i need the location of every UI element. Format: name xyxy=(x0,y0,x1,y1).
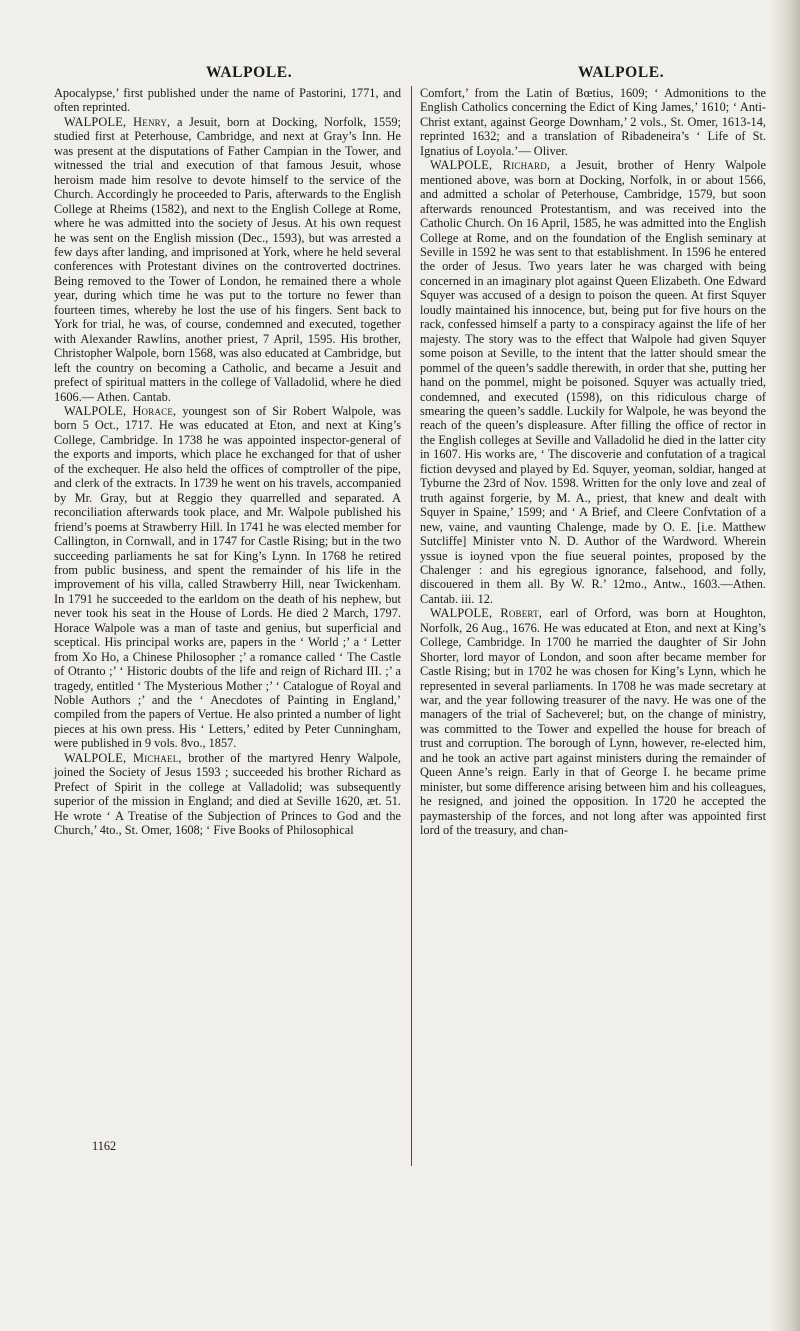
right-column xyxy=(420,86,766,838)
entry-text: a Jesuit, born at Docking, Norfolk, 1559; studied first at Peterhouse, Cambridge, and next at Gray’s Inn. He was present at the disputations of Father Campian in the Tower, and witnessed the trial and execution of that famous Jesuit, whose heroism made him resolve to devote himself to the service of the Church. Accordingly he proceeded to Paris, afterwards to the English College at Rheims (1582), and next to the English College at Rome, where he was admitted into the society of Jesus. At his own request he was sent on the English mission (Dec., 1593), but was arrested a few days after landing, and imprisoned at York, where he held several conferences with Protestant divines on the controverted doctrines. Being removed to the Tower of London, he remained there a whole year, during which time he was put to the torture no fewer than fourteen times, whereby he lost the use of his fingers. Sent back to York for trial, he was, of course, condemned and executed, together with Alexander Rawlins, another priest, 7 April, 1595. His brother, Christopher Walpole, born 1568, was also educated at Cambridge, but left the country on becoming a Catholic, and became a Jesuit and prefect of spiritual matters in the college of Valladolid, where he died 1606.— Athen. Cantab. xyxy=(54,114,401,404)
running-header-left: WALPOLE. xyxy=(206,64,293,81)
entry-headword: WALPOLE, Richard, xyxy=(430,158,551,173)
page-edge-shadow xyxy=(770,0,800,1331)
entry-text: brother of the martyred Henry Walpole, joined the Society of Jesus 1593 ; succeeded his brother Richard as Prefect of Spirit in the college at Valladolid; was subsequently superior of the mission in England; and died at Seville 1620, æt. 51. He wrote ‘ A Treatise of the Subjection of Princes to God and the Church,’ 4to., St. Omer, 1608; ‘ Five Books of Philosophical xyxy=(54,750,402,838)
entry-headword: WALPOLE, Robert, xyxy=(430,606,543,621)
entry-walpole-michael xyxy=(54,751,401,838)
entry-walpole-robert xyxy=(420,606,766,837)
page-number: 1162 xyxy=(92,1139,117,1153)
entry-text: Comfort,’ from the Latin of Bœtius, 1609; ‘ Admonitions to the English Catholics concerning the Edict of King James,’ 1610; ‘ Anti-Christ extant, against George Downham,’ 2 vols., St. Omer, 1613-14, reprinted 1632; and a translation of Ribadeneira’s ‘ Life of St. Ignatius of Loyola.’— Oliver. xyxy=(420,86,766,158)
entry-continuation xyxy=(54,86,401,115)
entry-text: earl of Orford, was born at Houghton, Norfolk, 26 Aug., 1676. He was educated at Eton, and next at King’s College, Cambridge. In 1700 he married the daughter of Sir John Shorter, lord mayor of London, and soon after became member for Castle Rising; but in 1702 he was chosen for King’s Lynn, which he represented in several parliaments. In 1708 he was made secretary at war, and the year following treasurer of the navy. He was one of the managers of the trial of Sacheverel; but, on the change of ministry, was committed to the Tower and expelled the house for breach of trust and corruption. The borough of Lynn, however, re-elected him, and he took an active part against ministers during the remainder of Queen Anne’s reign. Early in that of George I. he became prime minister, but some difference arising between him and his colleagues, he resigned, and joined the opposition. In 1720 he accepted the paymastership of the forces, and not long after was appointed first lord of the treasury, and chan- xyxy=(420,606,766,838)
entry-headword: WALPOLE, Henry, xyxy=(64,114,171,129)
entry-walpole-horace xyxy=(54,404,401,751)
entry-walpole-henry xyxy=(54,115,401,404)
running-header-right: WALPOLE. xyxy=(578,64,665,81)
entry-text: Apocalypse,’ first published under the name of Pastorini, 1771, and often reprinted. xyxy=(54,86,401,115)
entry-headword: WALPOLE, Michael, xyxy=(64,750,182,765)
entry-walpole-richard xyxy=(420,158,766,606)
entry-headword: WALPOLE, Horace, xyxy=(64,403,177,418)
left-column xyxy=(54,86,401,838)
entry-text: youngest son of Sir Robert Walpole, was born 5 Oct., 1717. He was educated at Eton, and next at King’s College, Cambridge. In 1738 he was appointed inspector-general of the exports and imports, which place he exchanged for that of usher of the exchequer. He also held the offices of comptroller of the pipe, and clerk of the extracts. In 1739 he went on his travels, accompanied by Mr. Gray, but at Reggio they quarrelled and separated. A reconciliation afterwards took place, and Mr. Walpole published his friend’s poems at Strawberry Hill. In 1741 he was elected member for Callington, in Cornwall, and in 1747 for Castle Rising; but in the two succeeding parliaments he sat for King’s Lynn. In 1768 he retired from public business, and spent the remainder of his life in the improvement of his villa, called Strawberry Hill, near Twickenham. In 1791 he succeeded to the earldom on the death of his nephew, but never took his seat in the House of Lords. He died 2 March, 1797. Horace Walpole was a man of taste and genius, but superficial and sceptical. His principal works are, papers in the ‘ World ;’ a ‘ Letter from Xo Ho, a Chinese Philosopher ;’ a romance called ‘ The Castle of Otranto ;’ ‘ Historic doubts of the life and reign of Richard III. ;’ a tragedy, entitled ‘ The Mysterious Mother ;’ ‘ Catalogue of Royal and Noble Authors ;’ and the ‘ Anecdotes of Painting in England,’ compiled from the papers of Vertue. He also printed a number of light pieces at his own press. His ‘ Letters,’ edited by Peter Cunningham, were published in 9 vols. 8vo., 1857. xyxy=(54,403,401,751)
entry-text: a Jesuit, brother of Henry Walpole mentioned above, was born at Docking, Norfolk, in or about 1566, and admitted a scholar of Peterhouse, Cambridge, 1579, but soon afterwards renounced Protestantism, and was received into the Catholic Church. On 16 April, 1585, he was admitted into the English College at Rome, and on the foundation of the English seminary at Seville in 1592 he was sent to that establishment. In 1596 he entered the order of Jesus. Two years later he was charged with being concerned in an imaginary plot against Queen Elizabeth. One Edward Squyer was accused of a design to poison the queen. At first Squyer loudly maintained his innocence, but, being put for five hours on the rack, confessed himself a party to a conspiracy against the life of her majesty. The story was to the effect that Walpole had given Squyer some poison at Seville, to the intent that the latter should smear the pommel of the queen’s saddle therewith, in order that she, putting her hand on the pommel, might be poisoned. Squyer was actually tried, condemned, and executed (1598), on this ridiculous charge of smearing the queen’s saddle. Luckily for Walpole, he was beyond the reach of the queen’s displeasure. After filling the office of rector in the English colleges at Seville and Valladolid he died in the latter city in 1607. His works are, ‘ The discoverie and confutation of a tragical fiction devysed and played by Ed. Squyer, yeoman, soldiar, hanged at Tyburne the 23rd of Nov. 1598. Written for the only love and zeal of truth against forgerie, by M. A., priest, that knew and dealt with Squyer in Spaine,’ 1599; and ‘ A Brief, and Cleere Confvtation of a new, vaine, and vaunting Chalenge, made by O. E. [i.e. Matthew Sutcliffe] Minister vnto N. D. Author of the Wardword. Wherein yssue is ioyned vpon the fiue seueral pointes, proposed by the Chalenger : and his egregious ignorance, falsehood, and folly, discouered in them all. By W. R.’ 12mo., Antw., 1603.—Athen. Cantab. iii. 12. xyxy=(420,158,766,606)
entry-continuation xyxy=(420,86,766,158)
column-divider xyxy=(411,86,412,1166)
